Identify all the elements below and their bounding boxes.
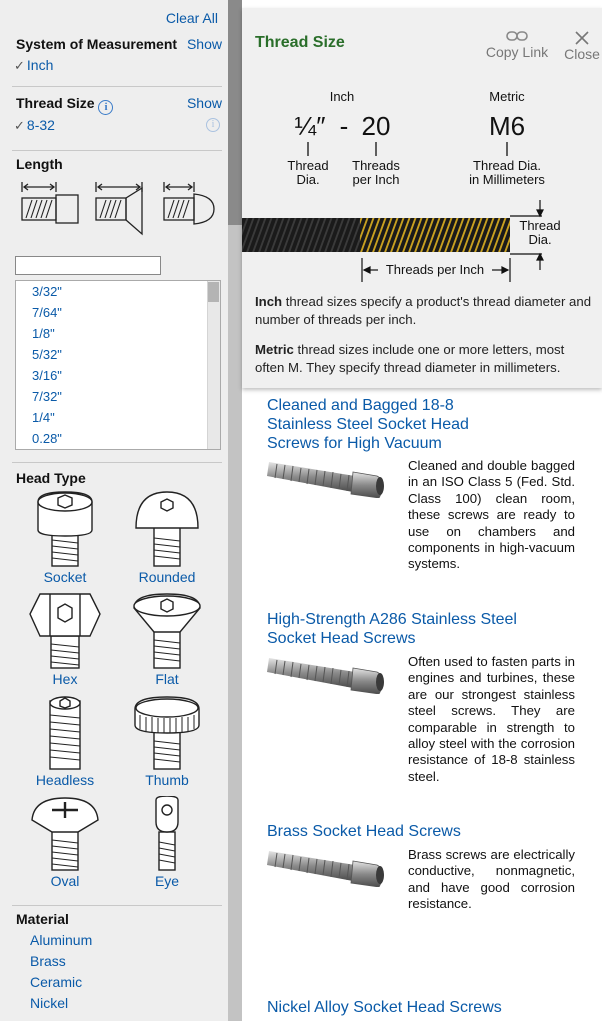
head-type-label: Socket [43,569,87,585]
length-option[interactable]: 7/64" [32,305,62,320]
length-option[interactable]: 5/32" [32,347,62,362]
threaded-rod-image [242,218,510,252]
measurement-show-link[interactable]: Show [186,36,222,52]
head-type-socket[interactable] [20,490,110,585]
eye-screw-icon [142,796,192,872]
product-description: Cleaned and double bagged in an ISO Class 5 (Fed. Std. Class 100) clean room, these screws are ready to use on chambers and components in high-vacuum systems. [408,458,575,572]
product-title[interactable]: High-Strength A286 Stainless Steel Socket Head Screws [267,611,517,647]
head-type-label: Oval [50,873,80,889]
scrollbar-thumb[interactable] [228,0,242,225]
length-option[interactable]: 3/32" [32,284,62,299]
label-metric-2: in Millimeters [469,172,545,187]
product-description: Brass screws are electrically conductive, nonmagnetic, and have good corrosion resistance. [408,847,575,912]
close-button[interactable] [563,30,601,62]
inch-dash: - [339,111,349,141]
divider [12,462,222,463]
material-option[interactable]: Nickel [30,995,69,1011]
socket-head-icon [32,490,98,568]
info-icon[interactable]: i [206,118,220,132]
head-type-label: Hex [52,671,78,687]
screw-shape [267,658,384,694]
product-description: Often used to fasten parts in engines and turbines, these are our strongest stainless steel screws. They are comparable in strength to alloy steel with the corrosion resistance of 18-8 stainless steel. [408,654,575,784]
close-label: Close [564,46,600,62]
sidebar-scrollbar[interactable] [228,0,242,1021]
clear-all-link[interactable]: Clear All [165,10,218,26]
head-type-label: Eye [154,873,180,889]
info-icon[interactable]: i [98,100,113,115]
length-option[interactable]: 1/4" [32,410,55,425]
scrollbar-thumb[interactable] [208,282,219,302]
socket-screw-image[interactable] [265,843,387,887]
length-list-scrollbar[interactable] [207,281,220,449]
head-type-label: Thumb [145,772,189,788]
inch-bold: Inch [255,294,283,309]
measurement-selected[interactable] [14,57,53,74]
length-input[interactable] [15,256,161,275]
metric-heading: Metric [489,89,525,104]
metric-description [255,341,595,377]
thread-size-popup [242,8,602,388]
head-type-label: Rounded [138,569,196,585]
inch-fraction: ¼″ [294,111,326,141]
inch-tpi-value: 20 [361,111,391,141]
length-option[interactable]: 3/16" [32,368,62,383]
label-thread-dia-2: Dia. [296,172,320,187]
thumb-screw-icon [132,695,202,771]
inch-heading: Inch [329,89,355,104]
thread-size-diagram [242,82,602,282]
length-list[interactable] [15,280,221,450]
thread-size-show-link[interactable]: Show [186,95,222,111]
head-type-rounded[interactable] [122,490,212,585]
head-type-label: Headless [35,772,95,788]
label-thread-dia-1: Thread [287,158,329,173]
head-type-thumb[interactable] [122,695,212,788]
bolt-tpi-label: Threads per Inch [385,262,485,277]
head-type-flat[interactable] [122,592,212,687]
thread-size-selected[interactable] [14,117,55,134]
measurement-selected-label: Inch [26,57,54,73]
product-title[interactable]: Brass Socket Head Screws [267,823,461,840]
length-title: Length [16,156,63,172]
screw-shape [267,462,384,498]
close-icon [574,30,590,46]
head-type-oval[interactable] [20,796,110,889]
metric-value: M6 [488,111,526,141]
material-title: Material [16,911,69,927]
thread-size-title [16,95,113,115]
head-type-hex[interactable] [20,592,110,687]
socket-screw-image[interactable] [265,454,387,498]
link-icon [506,30,528,42]
metric-bold: Metric [255,342,294,357]
head-type-title: Head Type [16,470,86,486]
thread-size-selected-label: 8-32 [26,117,55,133]
oval-head-icon [30,796,100,872]
product-title[interactable]: Nickel Alloy Socket Head Screws [267,999,502,1016]
copy-link-label: Copy Link [485,44,549,60]
length-option[interactable]: 1/8" [32,326,55,341]
length-diagram-icon [18,178,218,243]
rounded-head-icon [134,490,200,568]
checkmark-icon: ✓ [14,58,25,73]
label-tpi-2: per Inch [352,172,400,187]
material-option[interactable]: Ceramic [30,974,83,990]
checkmark-icon: ✓ [14,118,25,133]
inch-description [255,293,595,329]
divider [12,905,222,906]
popup-title: Thread Size [255,34,345,51]
thread-size-title-label: Thread Size [16,95,95,111]
material-option[interactable]: Aluminum [30,932,93,948]
product-title[interactable]: Cleaned and Bagged 18-8 Stainless Steel Socket Head Screws for High Vacuum [267,397,469,452]
label-metric-1: Thread Dia. [473,158,541,173]
head-type-headless[interactable] [20,695,110,788]
divider [12,150,222,151]
label-tpi-1: Threads [352,158,400,173]
filter-sidebar [0,0,228,1021]
length-option[interactable]: 7/32" [32,389,62,404]
length-option[interactable]: 0.28" [32,431,62,446]
metric-text: thread sizes include one or more letters, most often M. They specify thread diameter in millimeters. [255,342,565,375]
head-type-eye[interactable] [122,796,212,889]
socket-screw-image[interactable] [265,650,387,694]
material-option[interactable]: Brass [30,953,66,969]
bolt-label-1: Thread [519,218,561,233]
screw-shape [267,851,384,887]
copy-link-button[interactable] [485,30,549,60]
inch-text: thread sizes specify a product's thread diameter and number of threads per inch. [255,294,592,327]
head-type-label: Flat [155,671,179,687]
measurement-title: System of Measurement [16,36,178,52]
headless-screw-icon [32,695,98,771]
bolt-label-2: Dia. [528,232,552,247]
divider [12,86,222,87]
flat-head-icon [132,592,202,670]
hex-head-icon [28,592,102,670]
